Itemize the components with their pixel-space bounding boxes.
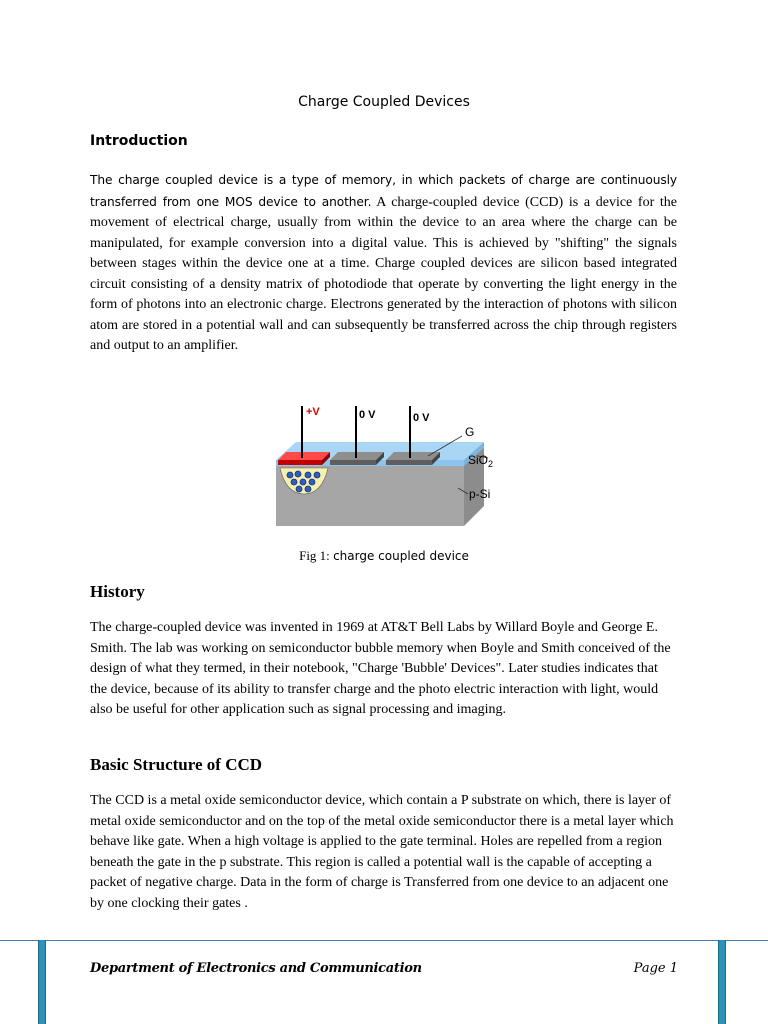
voltage-label-zero-1: 0 V [359,409,376,421]
voltage-label-zero-2: 0 V [413,412,430,424]
p-si-label: p-Si [469,487,491,501]
history-paragraph: The charge-coupled device was invented in 1969 at AT&T Bell Labs by Willard Boyle and George E. Smith. The lab was working on semiconductor bubble memory when Boyle and Smith conceived of the design of what they termed, in their notebook, "Charge 'Bubble' Devices". Later studies indicates that the device, because of its ability to transfer charge and the photo electric interaction with light, would also be useful for other application such as signal processing and imaging. [90,620,671,717]
footer-left-bar [38,940,46,1024]
ccd-diagram [268,398,508,538]
gate-electrode-positive [278,452,330,465]
footer-right-bar [718,940,726,1024]
figure-caption-name: charge coupled device [333,549,469,563]
introduction-paragraph [90,170,677,357]
footer-department: Department of Electronics and Communication [90,961,422,976]
figure-caption-prefix: Fig 1: [299,548,334,563]
footer-divider [0,940,768,941]
basic-structure-heading: Basic Structure of CCD [90,755,263,774]
basic-structure-paragraph: The CCD is a metal oxide semiconductor device, which contain a P substrate on which, there is layer of metal oxide semiconductor and on the top of the metal oxide semiconductor there is a metal layer which behave like gate. When a high voltage is applied to the gate terminal. Holes are repelled from a region beneath the gate in the p substrate. This region is called a potential wall is the capable of accepting a packet of negative charge. Data in the form of charge is Transferred from one device to an adjacent one by one clocking their gates . [90,793,674,911]
footer-page-number: Page 1 [633,961,678,976]
gate-label: G [465,425,475,439]
history-heading: History [90,582,145,601]
introduction-heading: Introduction [90,133,188,149]
introduction-body-text: A charge-coupled device (CCD) is a device for the movement of electrical charge, usually from within the device to an area where the charge can be manipulated, for example conversion into a digital value. This is achieved by "shifting" the signals between stages within the device one at a time. Charge coupled devices are silicon based integrated circuit consisting of a density matrix of photodiode that operate by converting the light energy in the form of photons into an electronic charge. Electrons generated by the interaction of photons with silicon atom are stored in a potential wall and can subsequently be transferred across the chip through registers and output to an amplifier. [90,194,677,353]
introduction-lead-sentence: The charge coupled device is a type of memory, in which packets of charge are continuously transferred from one MOS device to another. [90,173,677,209]
figure-caption [0,548,768,564]
page-title: Charge Coupled Devices [298,94,470,110]
sio2-label: SiO$_2$ [468,453,494,469]
voltage-label-plus: +V [306,406,320,418]
